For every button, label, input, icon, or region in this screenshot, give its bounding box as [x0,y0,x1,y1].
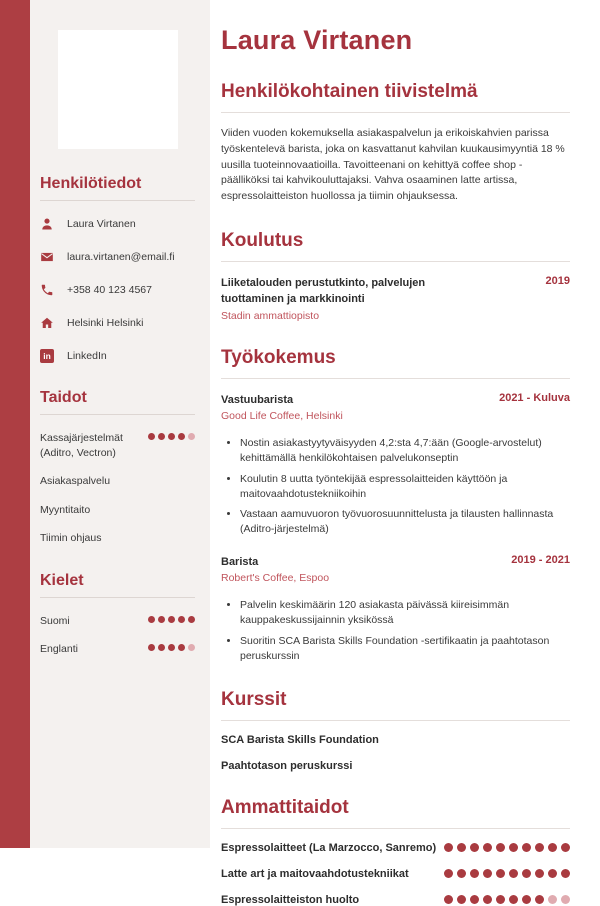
summary-text: Viiden vuoden kokemuksella asiakaspalvelun ja erikoiskahvien parissa työskentelevä barista, joka on kasvattanut kahvilan kuukausimyyntiä 18 % uusilla tuoteinnovaatioilla. Tavoitteenani on kehittyä coffee shop -päälliköksi tai kahvikouluttajaksi. Vahva osaaminen latte artissa, espressolaitteiston huollossa ja tiimin ohjauksessa. [221,127,565,202]
skill-row [40,503,195,518]
rating-dot [509,843,518,852]
language-rating [148,644,195,651]
sidebar [30,0,210,848]
rating-dot [561,895,570,904]
job-entry [221,392,570,538]
rating-dot [483,869,492,878]
rating-dot [522,895,531,904]
professional-skill-row [221,894,570,906]
contact-row-linkedin [40,349,195,363]
contact-phone: +358 40 123 4567 [67,284,152,296]
job-bullet: • Nostin asiakastyytyväisyyden 4,2:sta 4,7:ään (Google-arvostelut) kehittämällä henkilökohtaisen palvelukonseptin [240,436,570,466]
rating-dot [470,843,479,852]
rating-dot [561,843,570,852]
rating-dot [457,869,466,878]
rating-dot [444,843,453,852]
section-heading-experience: Työkokemus [221,347,570,379]
contact-row-name [40,217,195,231]
rating-dot [522,843,531,852]
rating-dot [548,843,557,852]
professional-skill-label: Espressolaitteiston huolto [221,893,360,906]
rating-dot [496,869,505,878]
rating-dot [509,895,518,904]
sidebar-heading-skills: Taidot [40,389,195,415]
rating-dot [548,895,557,904]
rating-dot [561,869,570,878]
contact-linkedin: LinkedIn [67,350,107,362]
rating-dot [158,644,165,651]
job-company: Robert's Coffee, Espoo [221,572,330,585]
rating-dot [535,895,544,904]
rating-dot [188,616,195,623]
rating-dot [148,644,155,651]
rating-dot [158,616,165,623]
rating-dot [470,895,479,904]
rating-dot [148,616,155,623]
rating-dot [178,644,185,651]
course-item: Paahtotason peruskurssi [221,759,353,772]
person-icon [40,217,54,231]
skill-label: Tiimin ohjaus [40,531,102,544]
skill-label: Asiakaspalvelu [40,475,111,488]
job-bullets [240,436,570,537]
sidebar-heading-languages: Kielet [40,572,195,598]
rating-dot [496,895,505,904]
job-bullet: • Palvelin keskimäärin 120 asiakasta päivässä kiireisimmän kauppakeskussijainnin yksikössä [240,598,570,628]
professional-skill-rating [444,895,570,904]
left-accent-stripe [0,0,30,848]
professional-skill-label: Espressolaitteet (La Marzocco, Sanremo) [221,841,437,854]
professional-skill-rating [444,843,570,852]
envelope-icon [40,250,54,264]
contact-email: laura.virtanen@email.fi [67,251,175,263]
rating-dot [522,869,531,878]
section-heading-courses: Kurssit [221,689,570,721]
job-bullet: • Koulutin 8 uutta työntekijää espressolaitteiden käyttöön ja maitovaahdotustekniikoihin [240,472,570,502]
contact-row-email [40,250,195,264]
professional-skill-rating [444,869,570,878]
rating-dot [548,869,557,878]
rating-dot [535,869,544,878]
rating-dot [483,895,492,904]
contact-location: Helsinki Helsinki [67,317,144,329]
job-bullet: • Suoritin SCA Barista Skills Foundation -sertifikaatin ja paahtotason peruskurssin [240,634,570,664]
rating-dot [457,895,466,904]
rating-dot [188,433,195,440]
rating-dot [178,433,185,440]
rating-dot [457,843,466,852]
education-title: Liiketalouden perustutkinto, palvelujen tuottaminen ja markkinointi [221,276,426,306]
job-bullet: • Vastaan aamuvuoron työvuorosuunnittelusta ja tilausten hallinnasta (Aditro-järjestelmä) [240,507,570,537]
job-date: 2019 - 2021 [511,553,570,566]
rating-dot [168,644,175,651]
rating-dot [188,644,195,651]
education-entry [221,275,570,308]
education-date: 2019 [545,274,570,287]
professional-skill-row [221,842,570,854]
rating-dot [496,843,505,852]
rating-dot [178,616,185,623]
page-title: Laura Virtanen [221,25,413,55]
education-institution: Stadin ammattiopisto [221,309,320,322]
linkedin-icon: in [40,349,54,363]
section-heading-summary: Henkilökohtainen tiivistelmä [221,81,570,113]
section-heading-education: Koulutus [221,230,570,262]
job-company: Good Life Coffee, Helsinki [221,410,343,423]
skill-row [40,431,195,461]
sidebar-heading-personal: Henkilötiedot [40,175,195,201]
rating-dot [168,616,175,623]
professional-skill-label: Latte art ja maitovaahdotustekniikat [221,867,409,880]
rating-dot [168,433,175,440]
skill-label: Myyntitaito [40,503,91,516]
course-item: SCA Barista Skills Foundation [221,733,379,746]
main-column [210,0,600,906]
contact-row-phone [40,283,195,297]
rating-dot [148,433,155,440]
phone-icon [40,283,54,297]
photo-placeholder [58,30,178,149]
language-label: Suomi [40,615,70,628]
skill-rating [148,433,195,440]
job-header [221,554,570,571]
rating-dot [444,895,453,904]
job-date: 2021 - Kuluva [499,391,570,404]
language-row [40,642,195,657]
language-rating [148,616,195,623]
skill-row [40,474,195,489]
rating-dot [444,869,453,878]
job-header [221,392,570,409]
language-label: Englanti [40,643,78,656]
rating-dot [470,869,479,878]
job-entry [221,554,570,664]
professional-skill-row [221,868,570,880]
contact-name: Laura Virtanen [67,218,136,230]
job-title: Vastuubarista [221,393,294,406]
rating-dot [535,843,544,852]
rating-dot [509,869,518,878]
job-bullets [240,598,570,664]
contact-row-location [40,316,195,330]
home-icon [40,316,54,330]
skill-row [40,531,195,546]
rating-dot [483,843,492,852]
section-heading-professional-skills: Ammattitaidot [221,797,570,829]
rating-dot [158,433,165,440]
job-title: Barista [221,555,259,568]
language-row [40,614,195,629]
skill-label: Kassajärjestelmät (Aditro, Vectron) [40,432,123,460]
